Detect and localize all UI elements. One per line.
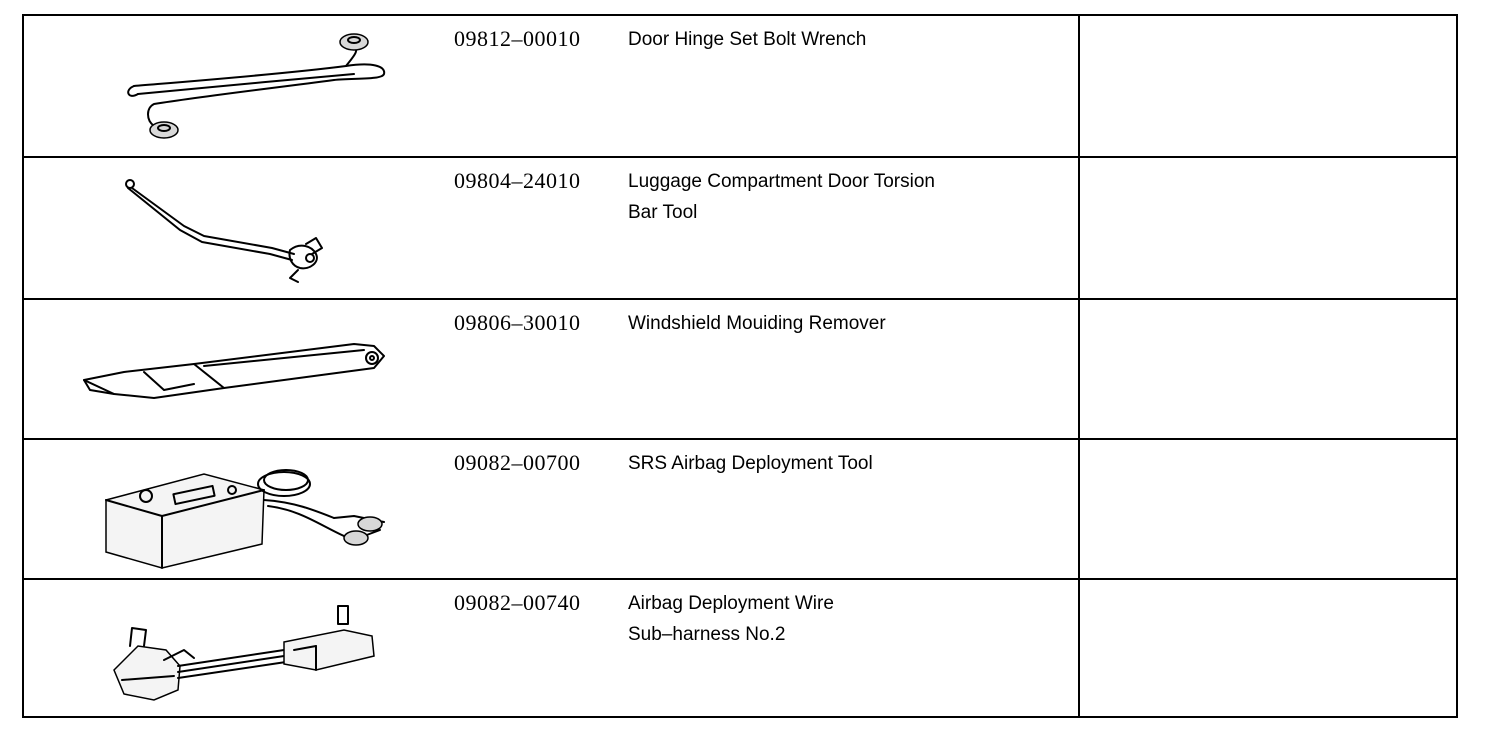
table-row	[24, 16, 1456, 158]
tool-name-line: Sub–harness No.2	[628, 624, 786, 645]
tool-name-line: Luggage Compartment Door Torsion	[628, 171, 935, 192]
deployment-tool-illustration	[54, 440, 434, 580]
tool-name-line: SRS Airbag Deployment Tool	[628, 453, 873, 474]
table-row	[24, 440, 1456, 580]
moulding-remover-illustration	[54, 300, 434, 440]
tool-name-line: Windshield Mouiding Remover	[628, 313, 886, 334]
special-tools-table	[22, 14, 1458, 718]
table-row	[24, 580, 1456, 716]
tool-name	[628, 448, 1048, 479]
column-divider	[1078, 440, 1080, 578]
part-number: 09082–00740	[454, 590, 581, 615]
torsion-bar-tool-illustration	[54, 158, 434, 298]
tool-name-line: Airbag Deployment Wire	[628, 593, 834, 614]
tool-name-line: Bar Tool	[628, 202, 698, 223]
column-divider	[1078, 580, 1080, 716]
tool-name	[628, 308, 1048, 339]
part-number: 09082–00700	[454, 450, 581, 475]
part-number: 09806–30010	[454, 310, 581, 335]
tool-name	[628, 166, 1048, 228]
wrench-illustration	[54, 16, 434, 156]
column-divider	[1078, 158, 1080, 298]
tool-name-line: Door Hinge Set Bolt Wrench	[628, 29, 867, 50]
table-row	[24, 300, 1456, 440]
part-number: 09812–00010	[454, 26, 581, 51]
column-divider	[1078, 16, 1080, 156]
tool-name	[628, 588, 1048, 650]
column-divider	[1078, 300, 1080, 438]
part-number: 09804–24010	[454, 168, 581, 193]
sub-harness-illustration	[54, 580, 434, 720]
table-row	[24, 158, 1456, 300]
tool-name	[628, 24, 1048, 55]
